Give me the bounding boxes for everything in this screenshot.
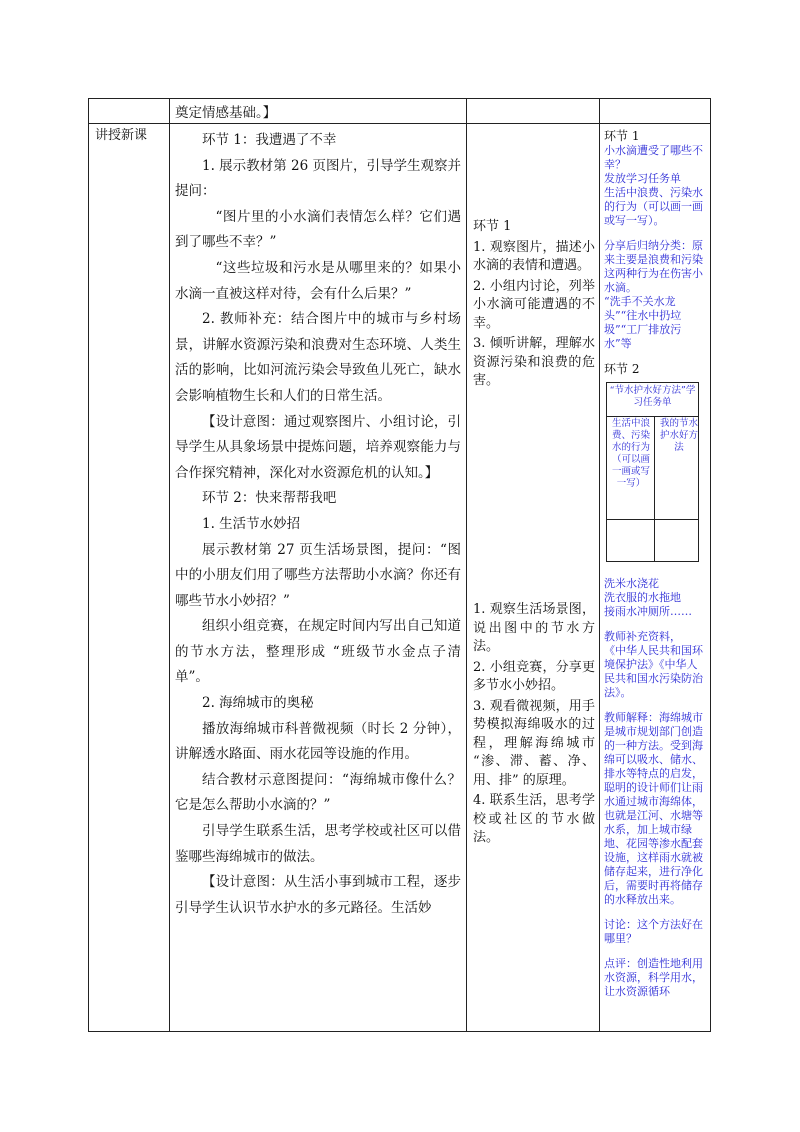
column-divider: [599, 99, 600, 1031]
task-sheet-divider: [607, 519, 698, 520]
task-sheet-right-col: 我的节水护水好方法: [659, 418, 698, 453]
task-sheet-header: “节水护水好方法”学习任务单: [609, 385, 696, 408]
task-sheet-left-col: 生活中浪费、污染水的行为（可以画一画或写一写）: [611, 418, 650, 489]
notes-section-1: 环节 1 小水滴遭受了哪些不幸？ 发放学习任务单 生活中浪费、污染水的行为（可以画一画或写一写）。 分享后归纳分类：原来主要是浪费和污染这两种行为在伤害小水滴。 “洗手不关水龙头”“往水中扔垃圾”“工厂排放污水”等 环节 2: [604, 129, 703, 376]
task-sheet-divider: [607, 416, 698, 417]
row1-teacher-activity: 奠定情感基础。】: [175, 105, 277, 121]
teacher-activity: 环节 1：我遭遇了不幸 1. 展示教材第 26 页图片，引导学生观察并提问： “图片里的小水滴们表情怎么样？它们遇到了哪些不幸？” “这些垃圾和污水是从哪里来的？如果小水滴一直被这样对待，会有什么后果？” 2. 教师补充：结合图片中的城市与乡村场景，讲解水资源污染和浪费对生态环境、人类生活的影响，比如河流污染会导致鱼儿死亡，缺水会影响植物生长和人们的日常生活。 【设计意图：通过观察图片、小组讨论，引导学生从具象场景中提炼问题，培养观察能力与合作探究精神，深化对水资源危机的认知。】 环节 2：快来帮帮我吧 1. 生活节水妙招 展示教材第 27 页生活场景图，提问：“图中的小朋友们用了哪些方法帮助小水滴？你还有哪些节水小妙招？” 组织小组竞赛，在规定时间内写出自己知道的节水方法，整理形成 “班级节水金点子清单”。 2. 海绵城市的奥秘 播放海绵城市科普微视频（时长 2 分钟），讲解透水路面、雨水花园等设施的作用。 结合教材示意图提问：“海绵城市像什么？它是怎么帮助小水滴的？” 引导学生联系生活，思考学校或社区可以借鉴哪些海绵城市的做法。 【设计意图：从生活小事到城市工程，逐步引导学生认识节水护水的多元路径。生活妙: [175, 128, 461, 921]
column-divider: [169, 99, 170, 1031]
section1-heading: 环节 1：我遭遇了不幸: [202, 132, 337, 148]
notes-section-2: 洗米水浇花 洗衣服的水拖地 接雨水冲厕所…… 教师补充资料， 《中华人民共和国环境保护法》《中华人民共和国水污染防治法》。 教师解释：海绵城市是城市规划部门创造的一种方法。受到海绵可以吸水、储水、排水等特点的启发，聪明的设计师们让雨水通过城市海绵体，也就是江河、水塘等水系，加上城市绿地、花园等渗水配套设施，这样雨水就被储存起来，进行净化后，需要时再将储存的水释放出来。 讨论：这个方法好在哪里？ 点评：创造性地利用水资源，科学用水，让水资源循环: [604, 577, 703, 998]
design-intent-1: 【设计意图：通过观察图片、小组讨论，引导学生从具象场景中提炼问题，培养观察能力与合作探究精神，深化对水资源危机的认知。】: [175, 413, 461, 481]
task-sheet-divider: [654, 416, 655, 561]
section2-heading: 环节 2：快来帮帮我吧: [202, 490, 337, 507]
task-sheet-table: [606, 382, 699, 562]
student-activity-2: 1. 观察生活场景图，说出图中的节水方法。 2. 小组竞赛，分享更多节水小妙招。 3. 观看微视频，用手势模拟海绵吸水的过程，理解海绵城市 “渗、滞、蓄、净、用、排” 的原理。 4. 联系生活，思考学校或社区的节水做法。: [473, 602, 595, 845]
column-divider: [466, 99, 467, 1031]
design-intent-2: 【设计意图：从生活小事到城市工程，逐步引导学生认识节水护水的多元路径。生活妙: [175, 874, 461, 916]
stage-label: 讲授新课: [95, 128, 148, 143]
lesson-plan-table: [88, 98, 711, 1032]
student-activity-1: 环节 1 1. 观察图片，描述小水滴的表情和遭遇。 2. 小组内讨论，列举小水滴可能遭遇的不幸。 3. 倾听讲解，理解水资源污染和浪费的危害。: [473, 219, 595, 388]
